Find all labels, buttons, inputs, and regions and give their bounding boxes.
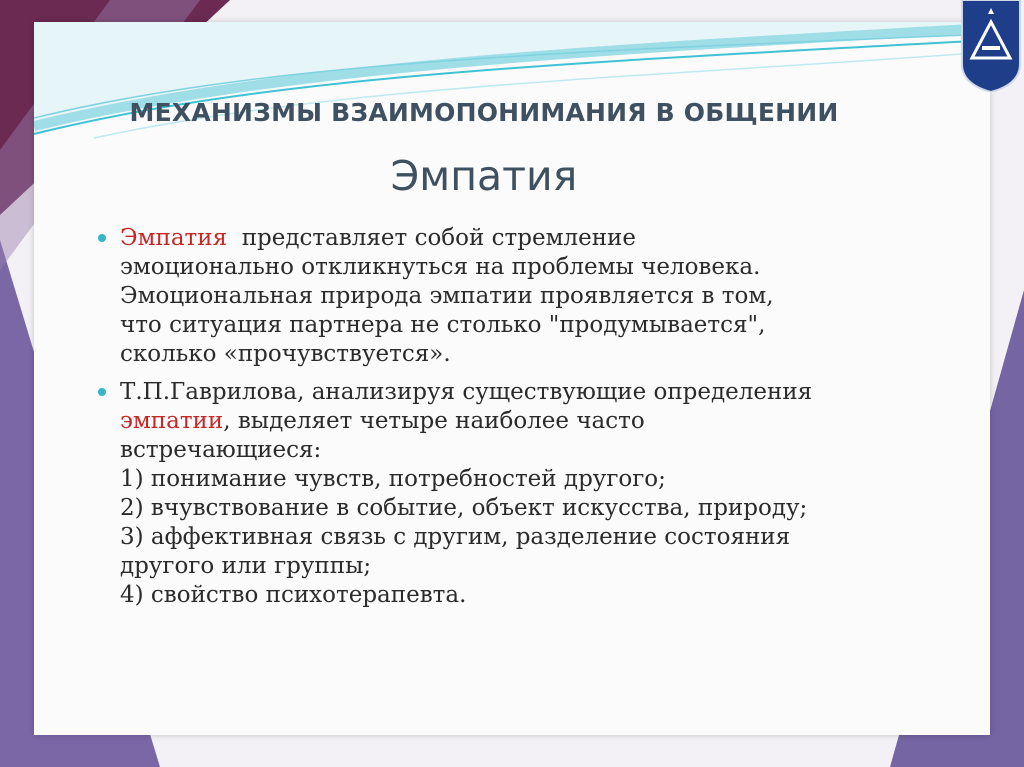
highlighted-term: Эмпатия — [120, 225, 228, 251]
bullet-line: другого или группы; — [120, 553, 372, 579]
bullet-dot-icon — [98, 234, 106, 242]
bullet-item — [98, 224, 958, 369]
bullet-dot-icon — [98, 388, 106, 396]
slide-subtitle: Эмпатия — [390, 152, 578, 200]
highlighted-term: эмпатии — [120, 408, 224, 434]
bullet-text: , выделяет четыре наиболее часто — [223, 408, 645, 434]
bullet-line: что ситуация партнера не столько "продумывается", — [120, 312, 766, 338]
bullet-line — [120, 407, 958, 436]
bullet-line: Эмоциональная природа эмпатии проявляется в том, — [120, 283, 774, 309]
bullet-line: 2) вчувствование в событие, объект искусства, природу; — [120, 495, 808, 521]
bullet-line: 4) свойство психотерапевта. — [120, 582, 467, 608]
bullet-line: встречающиеся: — [120, 437, 322, 463]
bullet-line — [120, 224, 958, 253]
slide-content — [98, 224, 958, 610]
bullet-text: представляет собой стремление — [227, 225, 636, 251]
bullet-item — [98, 378, 958, 610]
bullet-line: эмоционально откликнуться на проблемы человека. — [120, 254, 761, 280]
bullet-line: сколько «прочувствуется». — [120, 341, 451, 367]
bullet-line: 1) понимание чувств, потребностей другого; — [120, 466, 666, 492]
slide-title: МЕХАНИЗМЫ ВЗАИМОПОНИМАНИЯ В ОБЩЕНИИ — [129, 98, 839, 127]
bullet-line: 3) аффективная связь с другим, разделение состояния — [120, 524, 791, 550]
university-crest-icon — [958, 0, 1024, 92]
bullet-line: Т.П.Гаврилова, анализируя существующие определения — [120, 379, 813, 405]
